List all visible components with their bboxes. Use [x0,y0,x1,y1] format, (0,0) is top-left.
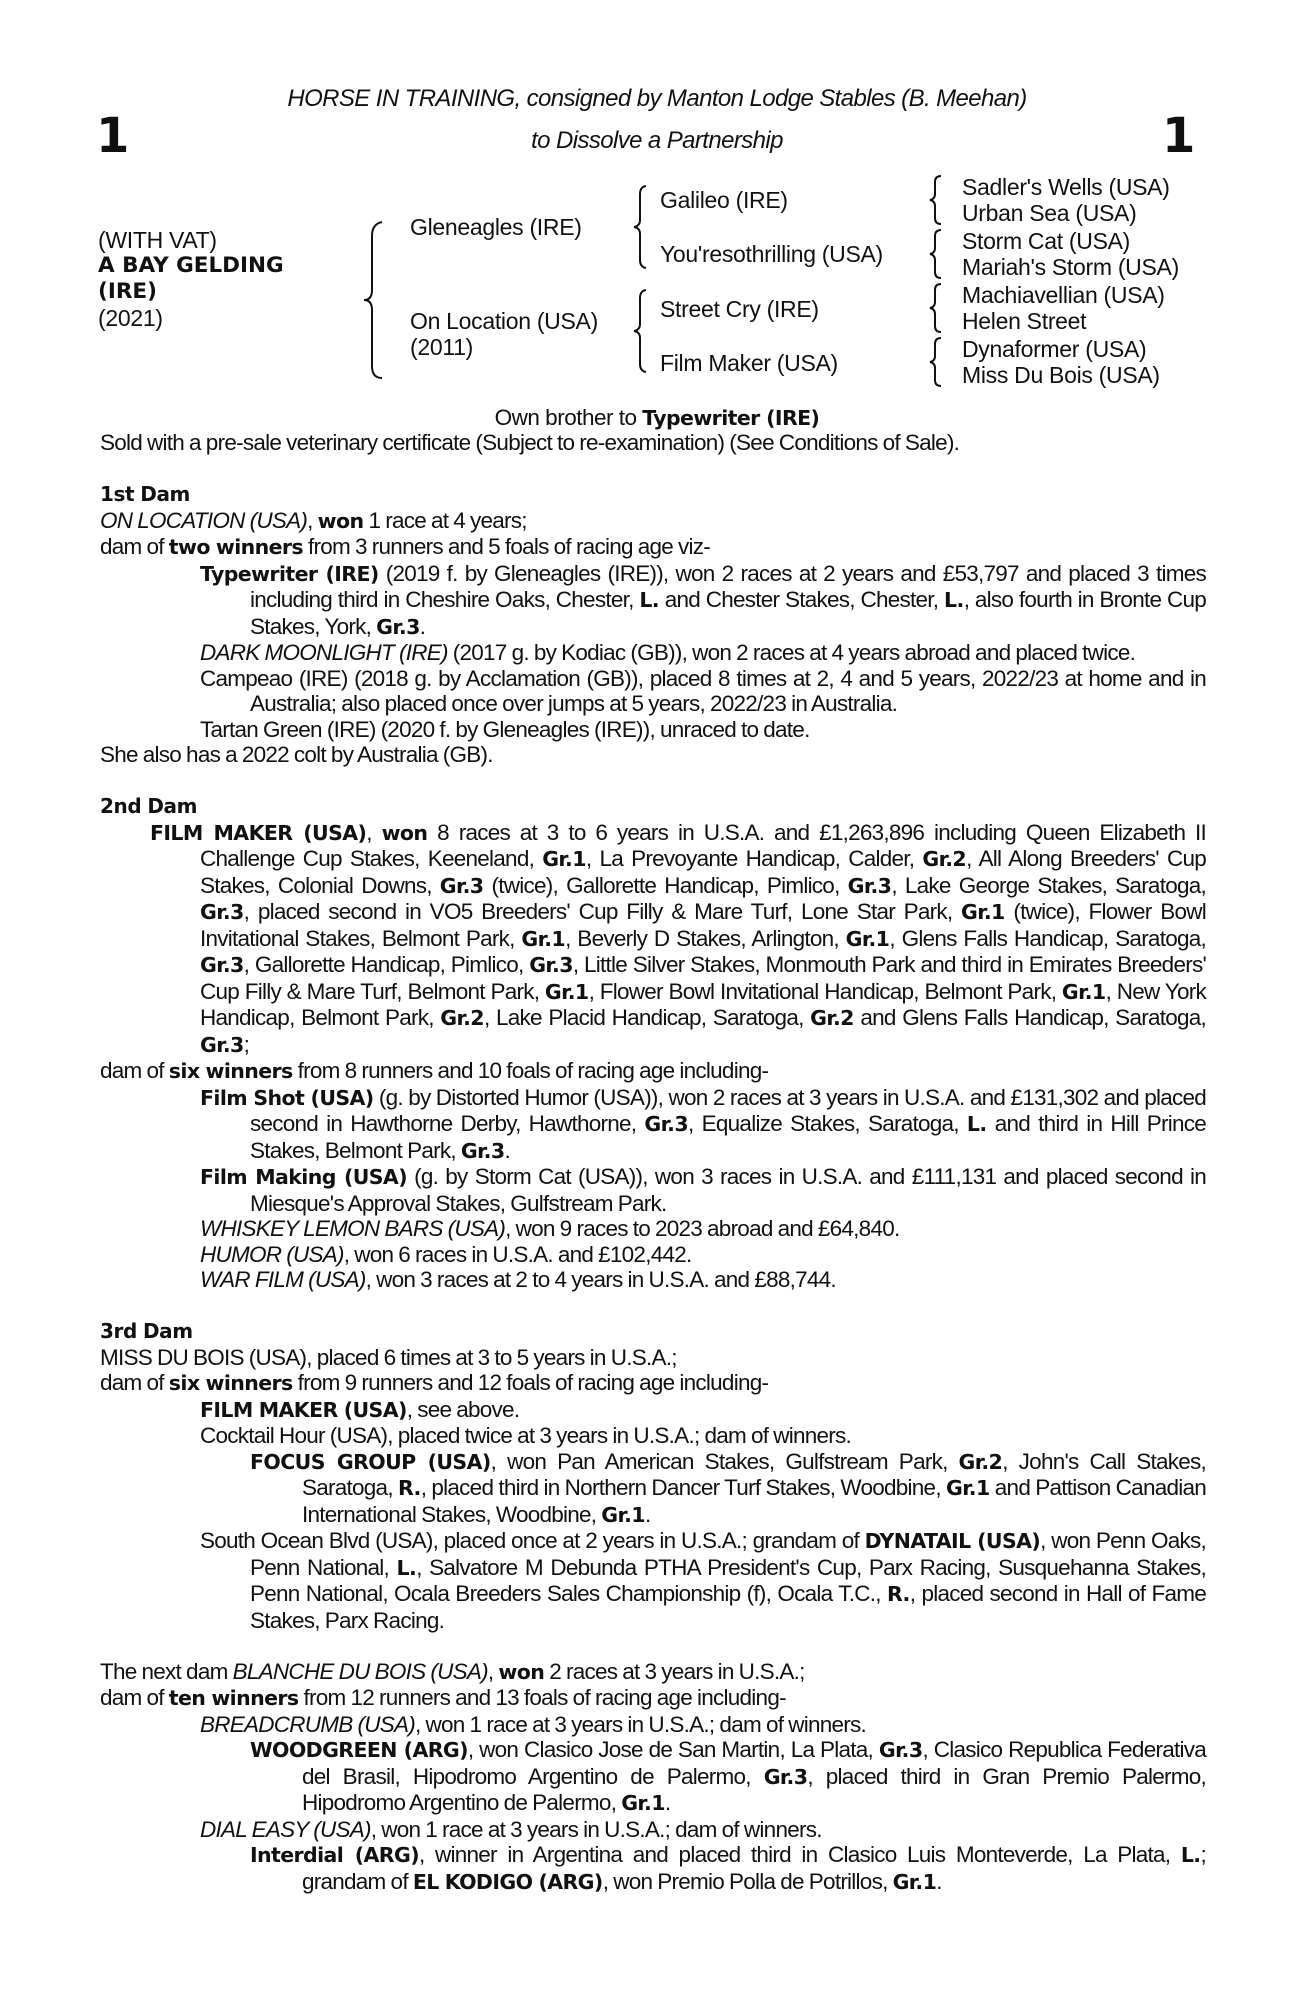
bold-text: Gr.2 [810,1006,854,1030]
bold-text: Gr.1 [621,1791,665,1815]
section-spacer [100,1293,1206,1319]
catalogue-paragraph [100,508,1206,535]
text-run: , La Prevoyante Handicap, Calder, [585,846,923,871]
pedigree-dam-dam: Film Maker (USA) [660,350,838,376]
italic-text: DIAL EASY (USA) [200,1816,371,1842]
text-run: , won 9 races to 2023 abroad and £64,840. [505,1216,900,1241]
pedigree-brace-g3-1 [928,174,944,226]
text-run: , placed third in Gran Premio Palermo, Hipodromo Argentino de Palermo, [302,1763,1207,1815]
catalogue-paragraph [100,1449,1206,1529]
section-title-text: 3rd Dam [100,1319,193,1343]
bold-text: Gr.3 [439,873,484,898]
text-run: (2017 g. by Kodiac (GB)), won 2 races at 4 years abroad and placed twice. [447,640,1136,665]
bold-text: Gr.1 [542,847,586,871]
text-run: , won Premio Polla de Potrillos, [602,1868,893,1894]
consignment-subheader: to Dissolve a Partnership [531,127,783,154]
text-run: , All Along Breeders' Cup Stakes, Colonial Downs, [200,846,1206,898]
italic-text: BREADCRUMB (USA) [200,1711,416,1737]
text-run: . [936,1868,942,1894]
text-run: , won Penn Oaks, Penn National, [250,1528,1206,1580]
bold-text: Gr.3 [763,1764,808,1789]
catalogue-paragraph [100,1370,1206,1397]
text-run: South Ocean Blvd (USA), placed once at 2 years in U.S.A.; grandam of [200,1528,865,1553]
bold-text: Interdial (ARG) [250,1843,419,1867]
bold-text: Gr.1 [521,926,566,951]
bold-text: L. [966,1112,987,1136]
section-title [100,1318,1206,1345]
text-run: (2019 f. by Gleneagles (IRE)), won 2 races at 2 years and £53,797 and placed 3 times including third in Cheshire Oaks, Chester, [250,560,1206,612]
text-run: . [664,1790,671,1815]
bold-text: L. [944,588,964,612]
bold-text: won [498,1659,545,1684]
catalogue-paragraph [100,742,1206,768]
horse-name: A BAY GELDING [98,253,284,278]
text-run: , Lake Placid Handicap, Saratoga, [483,1005,811,1030]
text-run: , Equalize Stakes, Saratoga, [688,1111,967,1136]
text-run: from 8 runners and 10 foals of racing age including- [292,1058,769,1083]
bold-text: Film Making (USA) [200,1165,407,1189]
catalogue-paragraph [100,1712,1206,1738]
text-run: , Glens Falls Handicap, Saratoga, [889,925,1206,951]
pedigree-dam-sire: Street Cry (IRE) [660,296,819,322]
pedigree-g3-sire-sire-dam: Urban Sea (USA) [962,200,1137,226]
catalogue-paragraph [100,666,1206,717]
catalogue-paragraph [100,1528,1206,1633]
pedigree-brace-dam [632,288,650,374]
pedigree-sire-sire: Galileo (IRE) [660,187,788,213]
text-run: , won 3 races at 2 to 4 years in U.S.A. and £88,744. [365,1267,836,1292]
text-run: , Gallorette Handicap, Pimlico, [243,952,530,977]
catalogue-paragraph [100,1397,1206,1424]
text-run: dam of [100,1685,169,1710]
bold-text: L. [639,588,659,612]
catalogue-paragraph [100,1216,1206,1242]
text-run: 1 race at 4 years; [363,507,527,533]
bold-text: six winners [168,1059,293,1083]
text-run: , Lake George Stakes, Saratoga, [891,872,1206,898]
lot-number-left: 1 [96,108,130,164]
text-run: . [504,1137,511,1163]
text-run: . [419,613,426,639]
text-run: , [487,1658,499,1684]
catalogue-body [100,430,1206,1895]
bold-text: Gr.3 [376,614,420,639]
pedigree-g3-sire-dam-dam: Mariah's Storm (USA) [962,254,1179,280]
text-run: (twice), Flower Bowl Invitational Stakes, Belmont Park, [200,899,1206,951]
text-run: , won 1 race at 3 years in U.S.A.; dam of winners. [415,1711,866,1737]
text-run: The next dam [100,1658,233,1684]
text-run: dam of [100,534,169,559]
text-run: dam of [100,1058,169,1083]
pedigree-g3-dam-sire-sire: Machiavellian (USA) [962,282,1165,308]
bold-text: Gr.1 [1061,979,1106,1004]
consignment-header: HORSE IN TRAINING, consigned by Manton Lodge Stables (B. Meehan) [287,85,1027,112]
pedigree-dam: On Location (USA) [410,308,598,334]
bold-text: L. [396,1555,417,1580]
text-run: (twice), Gallorette Handicap, Pimlico, [483,872,848,898]
bold-text: FILM MAKER (USA) [150,820,367,845]
catalogue-paragraph [100,1058,1206,1085]
bold-text: L. [1180,1843,1201,1867]
pedigree-brace-g3-3 [928,282,944,334]
text-run: and Chester Stakes, Chester, [658,587,945,612]
bold-text: Gr.1 [845,926,890,951]
text-run: She also has a 2022 colt by Australia (GB). [100,742,493,767]
catalogue-paragraph [100,1423,1206,1449]
bold-text: DYNATAIL (USA) [864,1529,1041,1553]
text-run: , Clasico Republica Federativa del Brasil, Hipodromo Argentino de Palermo, [302,1737,1206,1789]
catalogue-paragraph [100,1345,1206,1371]
text-run: , won 6 races in U.S.A. and £102,442. [343,1241,692,1267]
catalogue-paragraph [100,1817,1206,1843]
text-run: ; [243,1031,250,1057]
text-run: , [307,507,318,533]
text-run: (g. by Distorted Humor (USA)), won 2 races at 3 years in U.S.A. and £131,302 and placed second in Hawthorne Derby, Hawthorne, [250,1084,1206,1136]
bold-text: Gr.1 [945,1476,990,1500]
catalogue-paragraph [100,1242,1206,1268]
bold-text: Gr.1 [601,1502,645,1527]
text-run: from 9 runners and 12 foals of racing age including- [292,1370,769,1395]
text-run: , Salvatore M Debunda PTHA President's Cup, Parx Racing, Susquehanna Stakes, Penn National, Ocala Breeders Sales Championship (f), Ocala T.C., [250,1554,1207,1606]
catalogue-paragraph [100,717,1206,743]
bold-text: Gr.1 [961,900,1005,924]
text-run: , John's Call Stakes, Saratoga, [302,1448,1206,1500]
catalogue-paragraph [100,820,1206,1059]
catalogue-paragraph [100,1267,1206,1293]
text-run: , won 1 race at 3 years in U.S.A.; dam of winners. [370,1816,822,1842]
vat-note: (WITH VAT) [98,227,217,253]
pedigree-brace-main [362,220,386,380]
bold-text: FOCUS GROUP (USA) [250,1449,491,1474]
bold-text: EL KODIGO (ARG) [412,1869,603,1894]
bold-text: Gr.3 [644,1112,689,1136]
text-run: , placed second in Hall of Fame Stakes, Parx Racing. [250,1581,1206,1633]
bold-text: R. [886,1582,910,1606]
catalogue-paragraph [100,640,1206,666]
text-run: Cocktail Hour (USA), placed twice at 3 years in U.S.A.; dam of winners. [200,1423,852,1448]
bold-text: won [381,820,428,845]
text-run: , Little Silver Stakes, Monmouth Park and third in Emirates Breeders' Cup Filly & Mare Turf, Belmont Park, [200,952,1206,1004]
bold-text: Gr.3 [460,1138,505,1163]
text-run: from 3 runners and 5 foals of racing age viz- [303,534,711,559]
text-run: Tartan Green (IRE) (2020 f. by Gleneagles (IRE)), unraced to date. [200,716,810,742]
text-run: Campeao (IRE) (2018 g. by Acclamation (GB)), placed 8 times at 2, 4 and 5 years, 2022/23 at home and in Australia; also placed once over jumps at 5 years, 2022/23 in Australia. [200,665,1206,716]
bold-text: Gr.3 [200,953,244,977]
catalogue-paragraph [100,1842,1206,1895]
pedigree-g3-dam-dam-sire: Dynaformer (USA) [962,336,1147,362]
bold-text: Gr.3 [200,1032,244,1057]
text-run: dam of [100,1370,169,1395]
text-run: and Glens Falls Handicap, Saratoga, [853,1005,1207,1030]
bold-text: Gr.3 [847,873,892,898]
text-run: , Beverly D Stakes, Arlington, [565,925,846,951]
pedigree-brace-sire [632,184,650,270]
text-run: MISS DU BOIS (USA), placed 6 times at 3 to 5 years in U.S.A.; [100,1344,677,1370]
section-spacer [100,768,1206,794]
text-run: and third in Hill Prince Stakes, Belmont Park, [250,1111,1206,1163]
bold-text: six winners [168,1371,293,1395]
section-spacer [100,456,1206,482]
text-run: 8 races at 3 to 6 years in U.S.A. and £1,263,896 including Queen Elizabeth II Challenge Cup Stakes, Keeneland, [200,819,1206,871]
pedigree-g3-dam-sire-dam: Helen Street [962,308,1087,334]
text-run: , winner in Argentina and placed third in Clasico Luis Monteverde, La Plata, [418,1842,1181,1867]
text-run: , see above. [406,1396,520,1422]
italic-text: BLANCHE DU BOIS (USA) [232,1658,488,1684]
text-run: and Pattison Canadian International Stakes, Woodbine, [302,1475,1207,1527]
text-run: 2 races at 3 years in U.S.A.; [544,1658,805,1684]
section-title [100,481,1206,508]
bold-text: ten winners [168,1686,299,1710]
section-title [100,793,1206,820]
bold-text: Gr.2 [922,847,967,871]
horse-year: (2021) [98,305,163,331]
bold-text: R. [397,1476,421,1500]
section-title-text: 2nd Dam [100,794,198,818]
text-run: from 12 runners and 13 foals of racing age including- [298,1685,786,1710]
horse-country: (IRE) [98,279,157,304]
bold-text: won [317,508,364,533]
pedigree-g3-dam-dam-dam: Miss Du Bois (USA) [962,362,1160,388]
text-run: , [366,819,382,845]
text-run: , Flower Bowl Invitational Handicap, Belmont Park, [588,978,1062,1004]
italic-text: HUMOR (USA) [200,1241,344,1267]
italic-text: WHISKEY LEMON BARS (USA) [200,1216,506,1241]
pedigree-sire: Gleneagles (IRE) [410,214,582,240]
bold-text: two winners [168,535,304,559]
own-brother-line [0,405,1314,431]
pedigree-brace-g3-4 [928,336,944,388]
bold-text: Gr.2 [958,1449,1003,1474]
bold-text: Gr.1 [892,1869,937,1894]
own-brother-prefix: Own brother to [494,405,643,430]
text-run: , placed third in Northern Dancer Turf Stakes, Woodbine, [420,1475,946,1500]
catalogue-paragraph [100,430,1206,456]
catalogue-paragraph [100,1659,1206,1686]
bold-text: Gr.3 [200,900,244,924]
bold-text: FILM MAKER (USA) [200,1397,407,1422]
catalogue-paragraph [100,1164,1206,1216]
italic-text: WAR FILM (USA) [200,1267,366,1292]
text-run: (g. by Storm Cat (USA)), won 3 races in U.S.A. and £111,131 and placed second in Miesque's Approval Stakes, Gulfstream Park. [250,1164,1206,1216]
text-run: , won Clasico Jose de San Martin, La Plata, [467,1737,879,1762]
text-run: Sold with a pre-sale veterinary certificate (Subject to re-examination) (See Conditions of Sale). [100,430,960,455]
bold-text: WOODGREEN (ARG) [250,1738,468,1762]
bold-text: Gr.3 [529,953,573,977]
text-run: . [644,1501,651,1527]
catalogue-paragraph [100,1737,1206,1817]
catalogue-paragraph [100,1085,1206,1165]
own-brother-name: Typewriter (IRE) [642,406,820,430]
catalogue-paragraph [100,534,1206,561]
bold-text: Gr.1 [544,979,589,1004]
text-run: ; grandam of [302,1842,1206,1894]
bold-text: Gr.2 [440,1006,484,1030]
section-title-text: 1st Dam [100,482,190,506]
pedigree-brace-g3-2 [928,228,944,280]
italic-text: ON LOCATION (USA) [100,507,308,533]
text-run: , won Pan American Stakes, Gulfstream Park, [490,1448,959,1474]
text-run: , New York Handicap, Belmont Park, [200,978,1206,1030]
bold-text: Gr.3 [878,1738,923,1762]
lot-number-right: 1 [1162,108,1196,164]
bold-text: Typewriter (IRE) [200,561,379,586]
bold-text: Film Shot (USA) [200,1085,374,1110]
text-run: , also fourth in Bronte Cup Stakes, York, [250,587,1206,639]
pedigree-g3-sire-dam-sire: Storm Cat (USA) [962,228,1131,254]
pedigree-dam-year: (2011) [410,334,473,360]
catalogue-paragraph [100,1685,1206,1712]
section-spacer [100,1633,1206,1659]
italic-text: DARK MOONLIGHT (IRE) [200,640,448,665]
pedigree-sire-dam: You'resothrilling (USA) [660,241,883,267]
catalogue-paragraph [100,561,1206,641]
text-run: , placed second in VO5 Breeders' Cup Filly & Mare Turf, Lone Star Park, [243,899,962,924]
pedigree-g3-sire-sire-sire: Sadler's Wells (USA) [962,174,1170,200]
